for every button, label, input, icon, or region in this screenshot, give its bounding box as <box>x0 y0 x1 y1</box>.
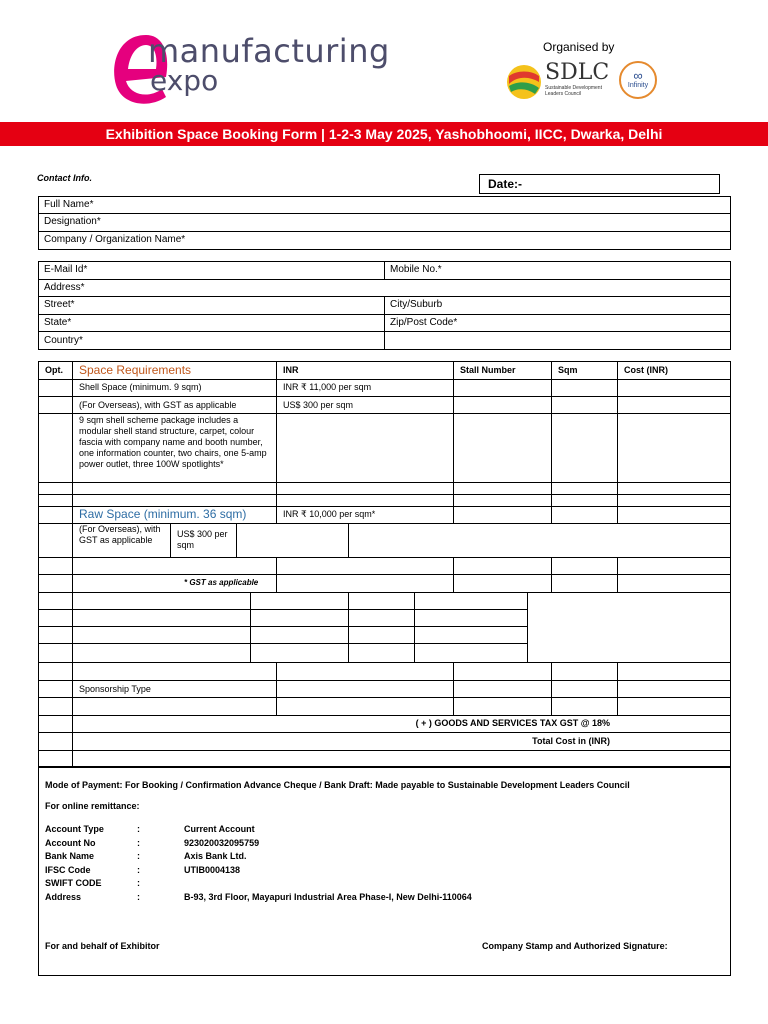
address-field[interactable]: Address* <box>44 282 85 293</box>
shell-space-label: Shell Space (minimum. 9 sqm) <box>79 382 202 392</box>
raw-overseas-label: (For Overseas), with GST as applicable <box>79 524 161 545</box>
company-field[interactable]: Company / Organization Name* <box>44 234 186 245</box>
infinity-logo-text: Infinity <box>627 82 649 89</box>
date-field[interactable] <box>479 174 720 194</box>
bank-row-value: UTIB0004138 <box>184 864 241 875</box>
header-opt: Opt. <box>45 365 63 375</box>
gst-note: * GST as applicable <box>184 578 259 587</box>
raw-overseas-usd: US$ 300 per sqm <box>177 529 228 550</box>
company-stamp-label: Company Stamp and Authorized Signature: <box>482 941 668 951</box>
header-stall-number: Stall Number <box>460 365 516 375</box>
banner-title: Exhibition Space Booking Form | 1-2-3 May 2025, Yashobhoomi, IICC, Dwarka, Delhi <box>105 126 663 142</box>
bank-row-colon: : <box>137 864 140 875</box>
sdlc-globe-icon <box>505 62 543 102</box>
logo-line-expo: expo <box>150 64 219 97</box>
overseas-gst-label: (For Overseas), with GST as applicable <box>79 400 237 410</box>
bank-row-label: Account Type <box>45 824 104 834</box>
email-field[interactable]: E-Mail Id* <box>44 264 88 275</box>
country-field[interactable]: Country* <box>44 335 83 346</box>
bank-row-label: IFSC Code <box>45 864 91 875</box>
raw-space-label: Raw Space (minimum. 36 sqm) <box>79 507 247 521</box>
infinity-icon: ∞ <box>633 68 643 83</box>
designation-field[interactable]: Designation* <box>44 216 101 227</box>
city-field[interactable]: City/Suburb <box>390 299 443 310</box>
shell-space-inr: INR ₹ 11,000 per sqm <box>283 382 372 392</box>
date-label: Date:- <box>488 177 523 191</box>
header-space-requirements: Space Requirements <box>79 363 192 377</box>
bank-row-colon: : <box>137 824 140 834</box>
sdlc-logo-text: SDLC <box>545 60 610 85</box>
bank-row-account-no <box>45 838 725 852</box>
bank-row-value: 923020032095759 <box>184 837 260 848</box>
bank-row-swift <box>45 878 725 892</box>
bank-row-colon: : <box>137 891 140 902</box>
bank-row-label: SWIFT CODE <box>45 878 102 889</box>
bank-row-bank-name <box>45 851 725 865</box>
state-field[interactable]: State* <box>44 317 72 328</box>
shell-package-description: 9 sqm shell scheme package includes a modular shell stand structure, carpet, colour fascia with company name and booth number, one information counter, two chairs, one 5-amp power outlet, three 100W spotlights* <box>79 415 267 469</box>
bank-row-label: Account No <box>45 837 96 848</box>
logo-line-manufacturing: manufacturing <box>148 32 390 70</box>
bank-details <box>45 824 725 906</box>
bank-row-colon: : <box>137 851 140 862</box>
header-sqm: Sqm <box>558 365 578 375</box>
bank-row-label: Bank Name <box>45 851 95 862</box>
header-cost: Cost (INR) <box>624 365 668 375</box>
sponsorship-type-label: Sponsorship Type <box>79 684 151 694</box>
organised-by-label: Organised by <box>543 40 615 54</box>
zip-field[interactable]: Zip/Post Code* <box>390 317 458 328</box>
bank-row-ifsc <box>45 865 725 879</box>
sdlc-logo <box>505 60 615 102</box>
header-inr: INR <box>283 365 299 375</box>
bank-row-label: Address <box>45 891 82 902</box>
payment-mode-text: Mode of Payment: For Booking / Confirmation Advance Cheque / Bank Draft: Made payable to Sustainable Development Leaders Council <box>45 780 630 790</box>
bank-row-value: Axis Bank Ltd. <box>184 851 247 862</box>
bank-row-colon: : <box>137 837 140 848</box>
total-cost-label: Total Cost in (INR) <box>532 736 610 746</box>
raw-space-inr: INR ₹ 10,000 per sqm* <box>283 509 376 519</box>
contact-info-label: Contact Info. <box>37 173 92 183</box>
street-field[interactable]: Street* <box>44 299 75 310</box>
bank-row-account-type <box>45 824 725 838</box>
online-remittance-label: For online remittance: <box>45 801 140 811</box>
mobile-field[interactable]: Mobile No.* <box>390 264 442 275</box>
infinity-logo <box>619 61 657 99</box>
sdlc-tagline: Sustainable Development Leaders Council <box>545 85 602 97</box>
bank-row-address <box>45 892 725 906</box>
title-banner <box>0 122 768 146</box>
gst-row-label: ( + ) GOODS AND SERVICES TAX GST @ 18% <box>415 718 610 728</box>
bank-row-colon: : <box>137 878 140 889</box>
exhibitor-signature-label: For and behalf of Exhibitor <box>45 941 160 951</box>
full-name-field[interactable]: Full Name* <box>44 199 94 210</box>
bank-row-value: B-93, 3rd Floor, Mayapuri Industrial Area Phase-I, New Delhi-110064 <box>184 891 472 902</box>
overseas-usd: US$ 300 per sqm <box>283 400 354 410</box>
bank-row-value: Current Account <box>184 824 255 834</box>
